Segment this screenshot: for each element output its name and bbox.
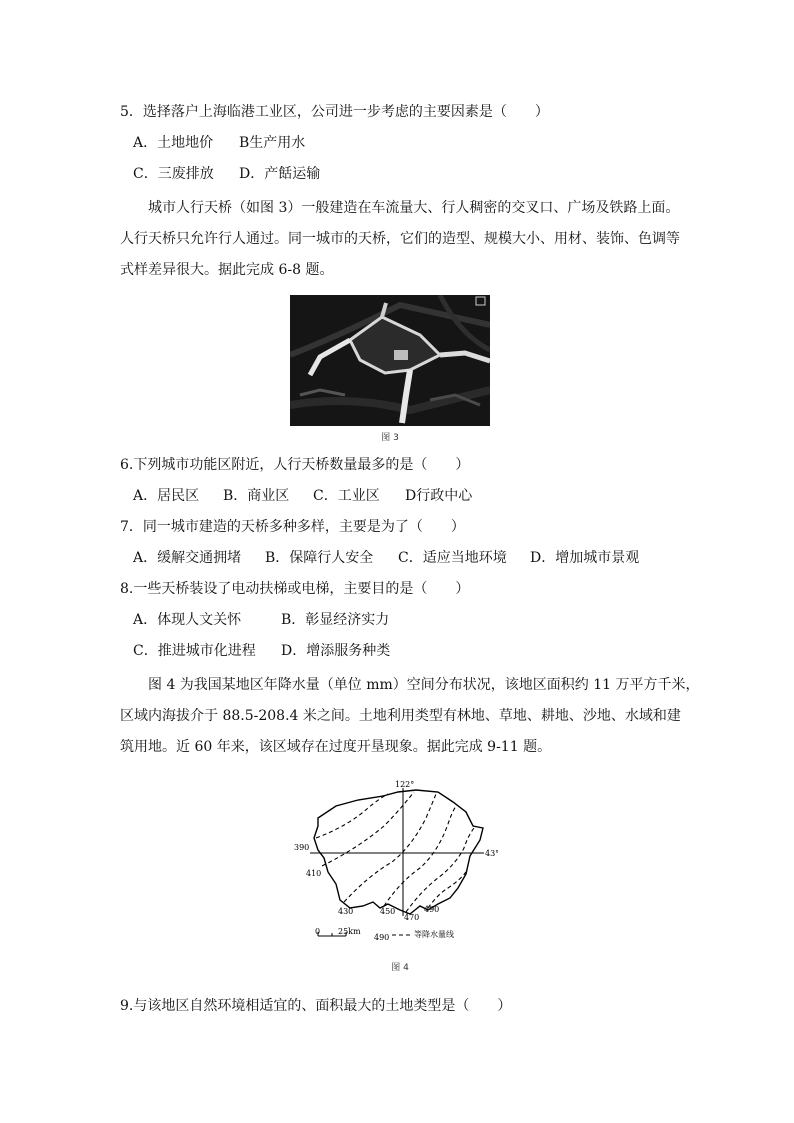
isohyet-label-450: 450 (380, 907, 396, 916)
intro-9-11-line3: 筑用地。近 60 年来，该区域存在过度开垦现象。据此完成 9-11 题。 (120, 739, 552, 755)
figure-3-caption: 图 3 (381, 433, 399, 443)
q7-options (133, 548, 639, 568)
q8-option-b: B．彰显经济实力 (281, 612, 390, 628)
lon-label: 122° (395, 780, 415, 789)
intro-6-8-line2: 人行天桥只允许行人通过。同一城市的天桥，它们的造型、规模大小、用材、装饰、色调等 (120, 231, 680, 247)
q5-options-row2 (133, 164, 320, 184)
figure-4-caption: 图 4 (391, 963, 409, 973)
isohyet-label-410: 410 (306, 869, 322, 878)
isohyet-450 (384, 806, 456, 906)
figure-3-photo (290, 295, 490, 426)
isohyet-label-430: 430 (338, 907, 354, 916)
scale-distance: 25km (338, 927, 361, 936)
q8-stem: 8.一些天桥装设了电动扶梯或电梯，主要目的是（ ） (120, 581, 470, 597)
isohyet-490 (428, 872, 466, 908)
figure-4-map (288, 778, 498, 968)
region-outline (314, 790, 483, 914)
isohyet-label-470: 470 (404, 913, 420, 922)
q8-option-d: D．增添服务种类 (281, 643, 391, 659)
q5-options-row1 (133, 133, 305, 153)
q8-options-row1 (133, 610, 389, 630)
q6-option-d: D行政中心 (405, 488, 473, 504)
intro-6-8-line1: 城市人行天桥（如图 3）一般建造在车流量大、行人稠密的交叉口、广场及铁路上面。 (148, 200, 680, 216)
q6-option-b: B．商业区 (223, 488, 290, 504)
q7-option-c: C．适应当地环境 (398, 550, 507, 566)
lat-label: 43° (485, 849, 498, 858)
q8-options-row2 (133, 641, 390, 661)
q7-stem: 7．同一城市建造的天桥多种多样，主要是为了（ ） (120, 519, 465, 535)
q6-option-c: C．工业区 (313, 488, 380, 504)
isohyet-label-390: 390 (294, 843, 310, 852)
q7-option-a: A．缓解交通拥堵 (133, 550, 242, 566)
precipitation-map (288, 778, 498, 968)
q6-option-a: A．居民区 (133, 488, 200, 504)
legend-text: 等降水量线 (414, 930, 454, 939)
isohyet-label-490: 490 (424, 905, 440, 914)
q6-stem: 6.下列城市功能区附近，人行天桥数量最多的是（ ） (120, 457, 470, 473)
legend-value: 490 (374, 933, 390, 942)
q5-option-d: D．产餂运输 (239, 166, 321, 182)
isohyet-470 (406, 828, 474, 912)
bridge-photo-image (290, 295, 490, 426)
q6-options (133, 486, 472, 506)
q5-stem: 5．选择落户上海临港工业区，公司进一步考虑的主要因素是（ ） (120, 104, 549, 120)
q9-stem: 9.与该地区自然环境相适宜的、面积最大的土地类型是（ ） (120, 998, 512, 1014)
q5-option-b: B生产用水 (239, 135, 306, 151)
intro-9-11-line1: 图 4 为我国某地区年降水量（单位 mm）空间分布状况，该地区面积约 11 万平方千米， (148, 677, 700, 693)
q5-option-a: A．土地地价 (133, 135, 214, 151)
isohyet-430 (344, 794, 436, 902)
q7-option-b: B．保障行人安全 (265, 550, 374, 566)
intro-6-8-line3: 式样差异很大。据此完成 6-8 题。 (120, 262, 334, 278)
intro-9-11-line2: 区域内海拔介于 88.5-208.4 米之间。土地利用类型有林地、草地、耕地、沙地、水域和建 (120, 708, 681, 724)
q7-option-d: D．增加城市景观 (530, 550, 640, 566)
q5-option-c: C．三废排放 (133, 166, 214, 182)
q8-option-a: A．体现人文关怀 (133, 612, 242, 628)
q8-option-c: C．推进城市化进程 (133, 643, 256, 659)
scale-zero: 0 (315, 927, 321, 936)
